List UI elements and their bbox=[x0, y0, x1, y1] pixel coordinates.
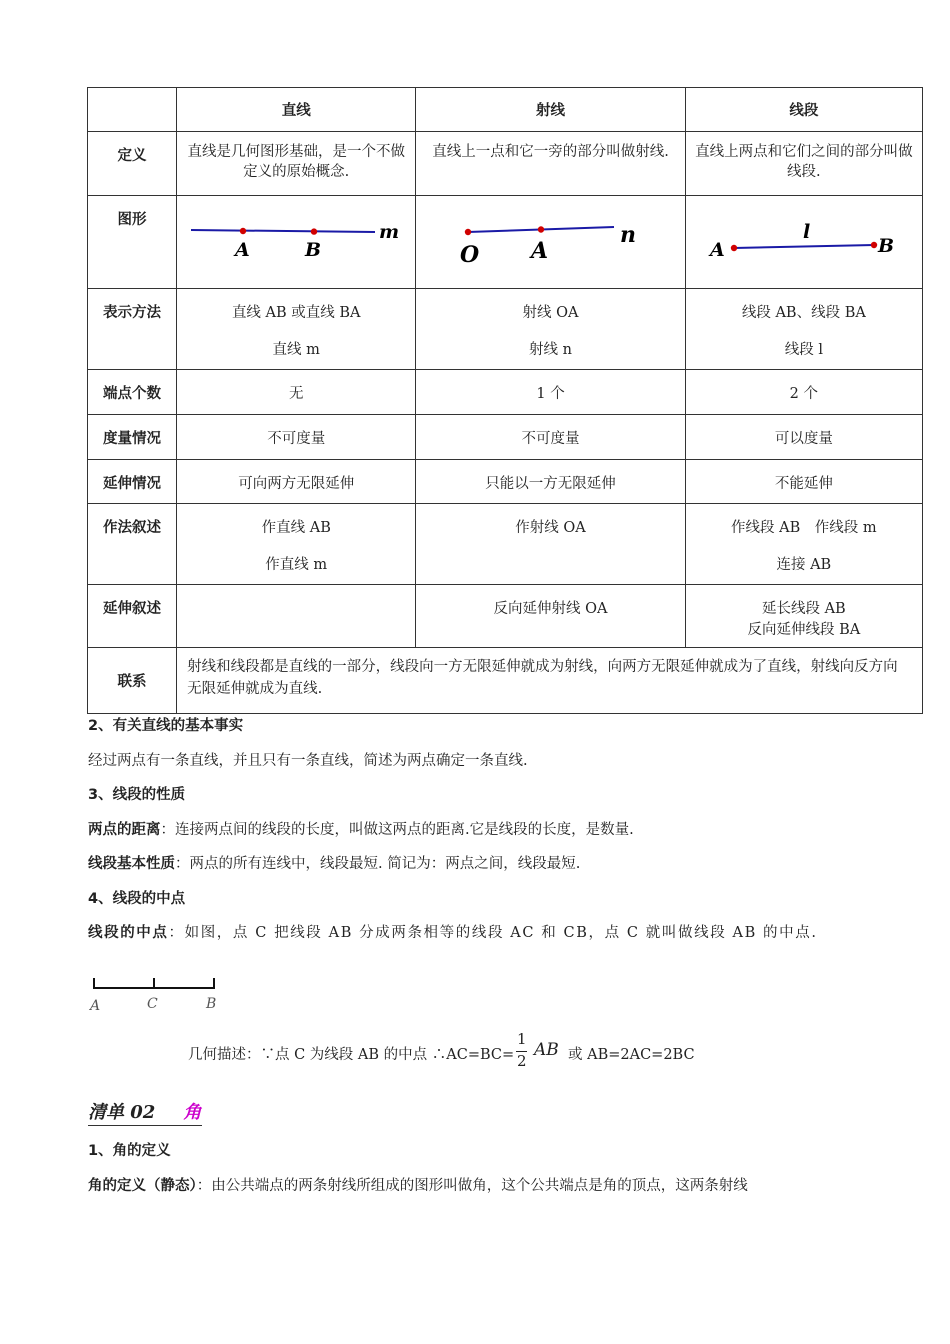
line-notation-1: 直线 AB 或直线 BA bbox=[231, 305, 361, 321]
list-02-title: 角 bbox=[183, 1102, 202, 1123]
row-label-definition: 定义 bbox=[88, 132, 177, 196]
section-4-title: 4、线段的中点 bbox=[88, 891, 186, 907]
label-b: B bbox=[877, 235, 894, 257]
relation-text: 射线和线段都是直线的一部分，线段向一方无限延伸就成为射线，向两方无限延伸就成为了直线，射线向反方向无限延伸就成为直线. bbox=[177, 648, 923, 714]
ray-notation bbox=[416, 289, 685, 370]
row-figure bbox=[88, 196, 923, 289]
label-a: A bbox=[531, 238, 549, 264]
header-corner bbox=[88, 88, 177, 132]
line-measure: 不可度量 bbox=[177, 415, 416, 460]
section-2-title: 2、有关直线的基本事实 bbox=[88, 718, 244, 734]
segment-construct-1: 作线段 AB 作线段 m bbox=[731, 520, 877, 536]
label-a: A bbox=[709, 239, 725, 261]
label-b: B bbox=[305, 239, 322, 261]
property-term: 线段基本性质 bbox=[88, 856, 175, 872]
midpoint-label-b: B bbox=[206, 996, 217, 1012]
ray-notation-2: 射线 n bbox=[529, 342, 572, 358]
line-notation-2: 直线 m bbox=[272, 342, 320, 358]
geo-desc-prefix: 几何描述：∵点 C 为线段 AB 的中点 ∴AC=BC= bbox=[188, 1047, 515, 1063]
midpoint-label-c: C bbox=[147, 996, 158, 1012]
row-label-extend-desc: 延伸叙述 bbox=[88, 585, 177, 648]
row-label-construct: 作法叙述 bbox=[88, 504, 177, 585]
ray-measure: 不可度量 bbox=[416, 415, 685, 460]
angle-definition-text: ：由公共端点的两条射线所组成的图形叫做角，这个公共端点是角的顶点，这两条射线 bbox=[196, 1178, 748, 1194]
label-o: O bbox=[460, 242, 480, 268]
line-notation bbox=[177, 289, 416, 370]
point-o-dot bbox=[465, 229, 471, 235]
angle-definition bbox=[88, 1174, 748, 1195]
property-text: ：两点的所有连线中，线段最短. 简记为：两点之间，线段最短. bbox=[175, 856, 581, 872]
frac-numerator: 1 bbox=[517, 1030, 527, 1048]
row-extend bbox=[88, 460, 923, 504]
row-label-notation: 表示方法 bbox=[88, 289, 177, 370]
row-measure bbox=[88, 415, 923, 460]
label-a: A bbox=[235, 239, 250, 261]
ray-figure bbox=[416, 196, 685, 284]
segment-stroke bbox=[734, 245, 874, 248]
segment-extend-desc bbox=[685, 585, 922, 648]
distance-term: 两点的距离 bbox=[88, 822, 161, 838]
section-3-title: 3、线段的性质 bbox=[88, 787, 186, 803]
line-stroke bbox=[191, 230, 375, 232]
section-3-property bbox=[88, 852, 580, 873]
header-ray: 射线 bbox=[416, 88, 685, 132]
segment-notation-1: 线段 AB、线段 BA bbox=[741, 305, 866, 321]
ray-endpoints: 1 个 bbox=[416, 370, 685, 415]
point-a-dot bbox=[730, 245, 736, 251]
line-construct-1: 作直线 AB bbox=[261, 520, 331, 536]
ray-figure-cell bbox=[416, 196, 685, 289]
header-line: 直线 bbox=[177, 88, 416, 132]
line-construct bbox=[177, 504, 416, 585]
line-endpoints: 无 bbox=[177, 370, 416, 415]
ray-extend: 只能以一方无限延伸 bbox=[416, 460, 685, 504]
frac-denominator: 2 bbox=[517, 1052, 527, 1070]
segment-extend-desc-2: 反向延伸线段 BA bbox=[747, 622, 861, 638]
label-m: m bbox=[379, 221, 400, 243]
segment-construct bbox=[685, 504, 922, 585]
row-label-figure: 图形 bbox=[88, 196, 177, 289]
segment-extend-desc-1: 延长线段 AB bbox=[761, 601, 846, 617]
list-02-prefix: 清单 02 bbox=[88, 1102, 156, 1123]
line-definition: 直线是几何图形基础，是一个不做定义的原始概念. bbox=[177, 132, 416, 196]
row-definition bbox=[88, 132, 923, 196]
midpoint-text: ：如图，点 C 把线段 AB 分成两条相等的线段 AC 和 CB，点 C 就叫做线段 AB 的中点. bbox=[168, 925, 818, 941]
ray-construct-1: 作射线 OA bbox=[515, 520, 586, 536]
segment-measure: 可以度量 bbox=[685, 415, 922, 460]
segment-notation-2: 线段 l bbox=[784, 342, 823, 358]
list-02-heading bbox=[88, 1098, 202, 1126]
segment-extend: 不能延伸 bbox=[685, 460, 922, 504]
line-figure-cell bbox=[177, 196, 416, 289]
label-n: n bbox=[620, 222, 637, 248]
segment-figure-cell bbox=[685, 196, 922, 289]
row-construct bbox=[88, 504, 923, 585]
midpoint-figure bbox=[84, 972, 234, 1020]
angle-definition-term: 角的定义（静态） bbox=[88, 1178, 197, 1194]
label-l: l bbox=[802, 221, 810, 243]
midpoint-term: 线段的中点 bbox=[88, 925, 169, 941]
header-segment: 线段 bbox=[685, 88, 922, 132]
angle-section-1-title: 1、角的定义 bbox=[88, 1143, 171, 1159]
line-figure bbox=[177, 196, 416, 284]
segment-figure bbox=[686, 196, 923, 284]
point-b-dot bbox=[311, 228, 317, 234]
row-endpoints bbox=[88, 370, 923, 415]
row-notation bbox=[88, 289, 923, 370]
midpoint-label-a: A bbox=[90, 998, 101, 1014]
section-2-text: 经过两点有一条直线，并且只有一条直线，简述为两点确定一条直线. bbox=[88, 753, 528, 769]
distance-text: ：连接两点间的线段的长度，叫做这两点的距离.它是线段的长度，是数量. bbox=[160, 822, 634, 838]
point-b-dot bbox=[870, 242, 876, 248]
row-label-measure: 度量情况 bbox=[88, 415, 177, 460]
segment-notation bbox=[685, 289, 922, 370]
row-label-extend: 延伸情况 bbox=[88, 460, 177, 504]
table-header-row bbox=[88, 88, 923, 132]
row-label-relation: 联系 bbox=[88, 648, 177, 714]
comparison-table bbox=[87, 87, 923, 714]
point-a-dot bbox=[240, 228, 246, 234]
section-4-midpoint bbox=[88, 921, 818, 942]
frac-variable: AB bbox=[534, 1040, 559, 1060]
segment-construct-2: 连接 AB bbox=[776, 557, 832, 573]
line-extend-desc bbox=[177, 585, 416, 648]
row-label-endpoints: 端点个数 bbox=[88, 370, 177, 415]
geo-desc-suffix: 或 AB=2AC=2BC bbox=[568, 1047, 695, 1063]
ray-notation-1: 射线 OA bbox=[522, 305, 579, 321]
section-3-distance bbox=[88, 818, 634, 839]
ray-extend-desc: 反向延伸射线 OA bbox=[416, 585, 685, 648]
line-construct-2: 作直线 m bbox=[265, 557, 328, 573]
segment-definition: 直线上两点和它们之间的部分叫做线段. bbox=[685, 132, 922, 196]
point-a-dot bbox=[538, 226, 544, 232]
segment-endpoints: 2 个 bbox=[685, 370, 922, 415]
ray-construct bbox=[416, 504, 685, 585]
row-relation bbox=[88, 648, 923, 714]
row-extend-desc bbox=[88, 585, 923, 648]
ray-definition: 直线上一点和它一旁的部分叫做射线. bbox=[416, 132, 685, 196]
line-extend: 可向两方无限延伸 bbox=[177, 460, 416, 504]
